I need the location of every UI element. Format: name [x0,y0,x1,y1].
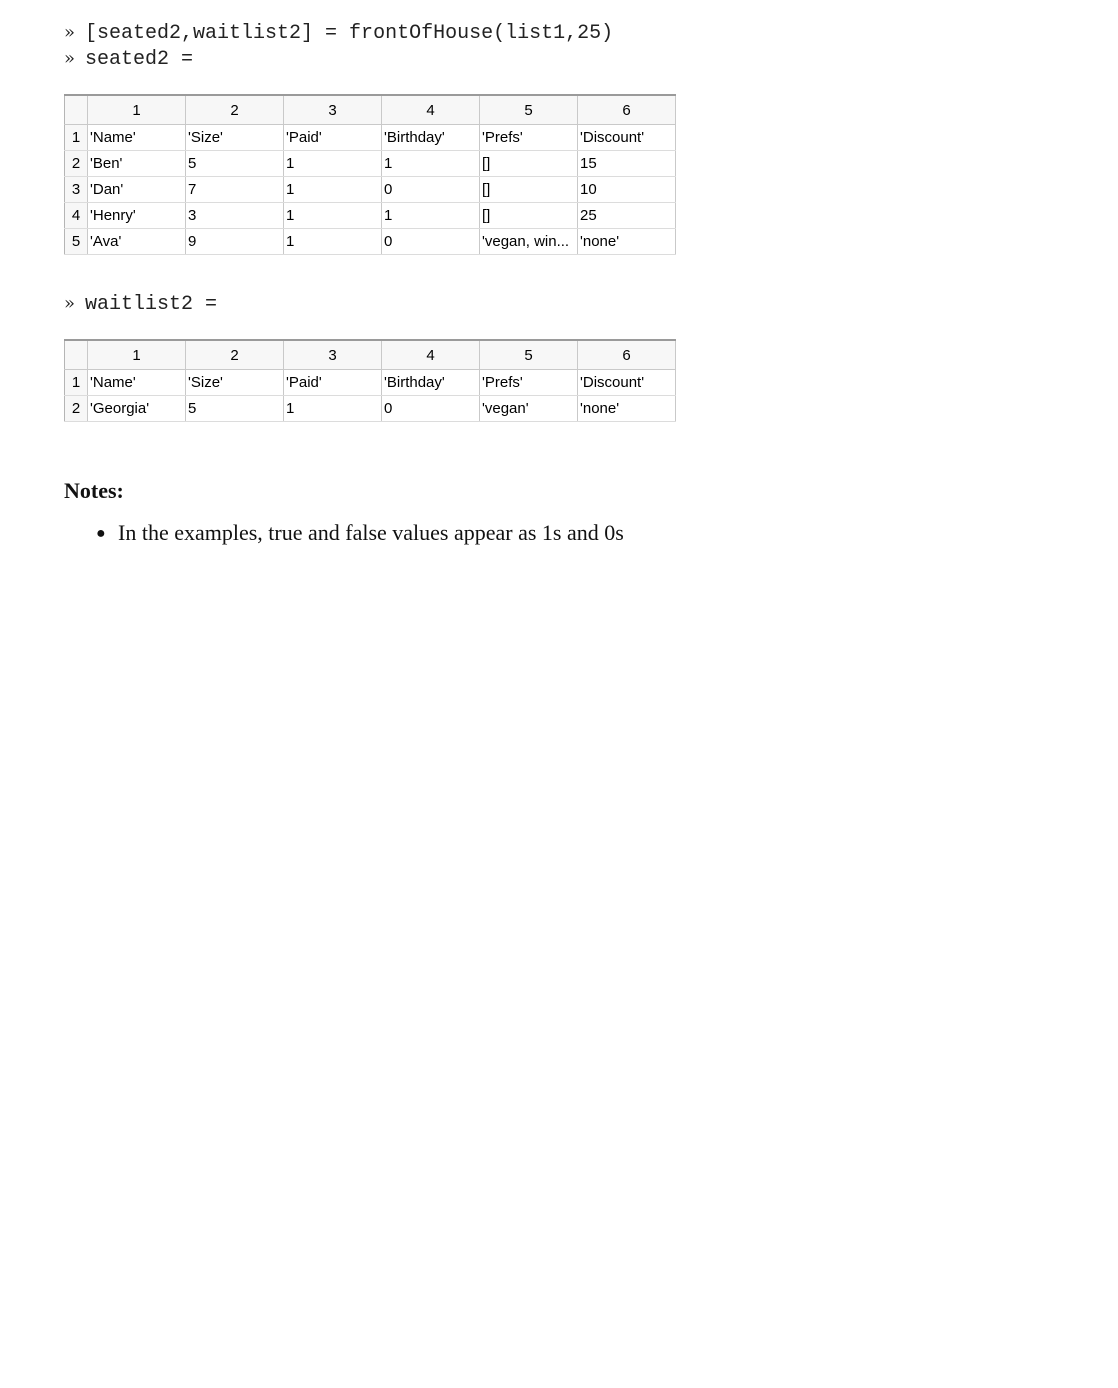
table-cell[interactable]: 'vegan' [480,396,578,422]
table-cell[interactable]: 5 [186,396,284,422]
table-cell[interactable]: 'Discount' [578,125,676,151]
column-header[interactable]: 1 [88,340,186,370]
table-cell[interactable]: 1 [284,177,382,203]
table-cell[interactable]: 10 [578,177,676,203]
table-cell[interactable]: 1 [284,203,382,229]
column-header[interactable]: 2 [186,95,284,125]
table-cell[interactable]: 'Name' [88,370,186,396]
table-cell[interactable]: 1 [382,151,480,177]
table-cell[interactable]: [] [480,177,578,203]
table-cell[interactable]: 3 [186,203,284,229]
table-cell[interactable]: 'Name' [88,125,186,151]
table-cell[interactable]: 1 [284,151,382,177]
table-cell[interactable]: 'Discount' [578,370,676,396]
table-cell[interactable]: 9 [186,229,284,255]
column-header[interactable]: 4 [382,340,480,370]
column-header[interactable]: 4 [382,95,480,125]
table-cell[interactable]: 'none' [578,229,676,255]
table-row [65,177,676,203]
row-header[interactable]: 1 [65,370,88,396]
column-header[interactable]: 3 [284,340,382,370]
table-cell[interactable]: 15 [578,151,676,177]
table-cell[interactable]: 'none' [578,396,676,422]
column-header[interactable]: 6 [578,340,676,370]
prompt-symbol: » [64,48,76,69]
note-text: In the examples, true and false values appear as 1s and 0s [118,520,624,545]
command-text: waitlist2 = [85,293,218,316]
table-cell[interactable]: 'Size' [186,125,284,151]
table-cell[interactable]: 'Henry' [88,203,186,229]
seated2-table [64,94,676,255]
command-text: [seated2,waitlist2] = frontOfHouse(list1,25) [85,22,614,45]
table-cell[interactable]: 5 [186,151,284,177]
column-header[interactable]: 1 [88,95,186,125]
table-cell[interactable]: 'Georgia' [88,396,186,422]
table-cell[interactable]: 'Birthday' [382,125,480,151]
row-header[interactable]: 5 [65,229,88,255]
row-header[interactable]: 2 [65,151,88,177]
column-header[interactable]: 2 [186,340,284,370]
corner-cell [65,340,88,370]
notes-list [96,520,624,546]
waitlist2-table [64,339,676,422]
table-cell[interactable]: [] [480,151,578,177]
table-cell[interactable]: [] [480,203,578,229]
table-cell[interactable]: 'vegan, win... [480,229,578,255]
prompt-symbol: » [64,22,76,43]
table-cell[interactable]: 'Prefs' [480,370,578,396]
column-header[interactable]: 5 [480,340,578,370]
row-header[interactable]: 4 [65,203,88,229]
table-cell[interactable]: 'Paid' [284,125,382,151]
table-row [65,203,676,229]
table-row [65,151,676,177]
prompt-symbol: » [64,293,76,314]
table-row [65,396,676,422]
column-header[interactable]: 3 [284,95,382,125]
command-line-1 [64,21,613,46]
column-header[interactable]: 6 [578,95,676,125]
row-header[interactable]: 3 [65,177,88,203]
table-cell[interactable]: 'Prefs' [480,125,578,151]
row-header[interactable]: 1 [65,125,88,151]
table-cell[interactable]: 'Ava' [88,229,186,255]
row-header[interactable]: 2 [65,396,88,422]
table-cell[interactable]: 7 [186,177,284,203]
table-cell[interactable]: 'Paid' [284,370,382,396]
table-cell[interactable]: 'Dan' [88,177,186,203]
table-row [65,229,676,255]
table-cell[interactable]: 1 [284,229,382,255]
table-cell[interactable]: 0 [382,229,480,255]
command-line-3 [64,292,217,317]
command-text: seated2 = [85,48,194,71]
column-header-row [65,95,676,125]
table-cell[interactable]: 0 [382,177,480,203]
table-cell[interactable]: 'Birthday' [382,370,480,396]
table-cell[interactable]: 25 [578,203,676,229]
notes-heading: Notes: [64,478,124,503]
table-cell[interactable]: 'Size' [186,370,284,396]
table-row [65,370,676,396]
column-header-row [65,340,676,370]
column-header[interactable]: 5 [480,95,578,125]
bullet-icon: ● [96,525,106,542]
table-row [65,125,676,151]
table-cell[interactable]: 'Ben' [88,151,186,177]
table-cell[interactable]: 1 [382,203,480,229]
command-line-2 [64,47,193,72]
list-item [96,520,624,546]
table-cell[interactable]: 0 [382,396,480,422]
corner-cell [65,95,88,125]
table-cell[interactable]: 1 [284,396,382,422]
